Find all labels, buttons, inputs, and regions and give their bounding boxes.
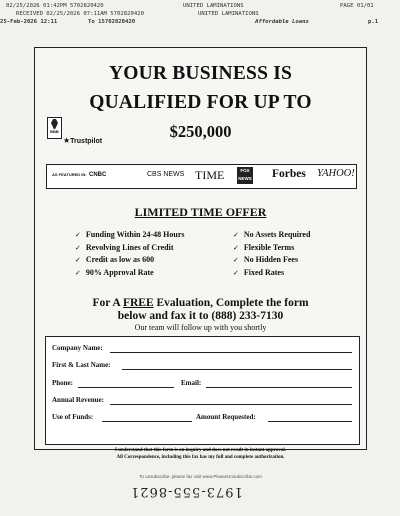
logo-time: TIME [195, 168, 225, 182]
logo-yahoo: YAHOO! [317, 168, 355, 179]
company-label: Company Name: [52, 344, 103, 352]
benefit-item: ✓ Revolving Lines of Credit [75, 242, 185, 255]
fax-header-line-3 [0, 19, 400, 27]
bbb-logo [47, 117, 62, 139]
funding-amount: $250,000 [169, 122, 232, 141]
name-label: First & Last Name: [52, 361, 111, 369]
disclaimer-line-1: I understand that this form is an inquiry and does not result in instant approval. [114, 448, 287, 453]
cta-line-1 [35, 297, 366, 309]
amount-requested-field[interactable] [268, 421, 352, 422]
fax-sender: Affordable Loans [255, 19, 309, 25]
benefit-item: ✓ No Hidden Fees [233, 254, 310, 267]
use-of-funds-label: Use of Funds: [52, 413, 94, 421]
trustpilot-label: Trustpilot [70, 138, 103, 145]
benefits-right-list [233, 229, 310, 279]
phone-field[interactable] [78, 387, 174, 388]
amount-requested-label: Amount Requested: [196, 413, 256, 421]
benefit-item: ✓ 90% Approval Rate [75, 267, 185, 280]
headline-line-2: QUALIFIED FOR UP TO [89, 92, 312, 113]
cta-post: Evaluation, Complete the form [153, 297, 309, 309]
benefit-item: ✓ Flexible Terms [233, 242, 310, 255]
company-field[interactable] [110, 352, 352, 353]
star-icon: ★ [63, 136, 71, 145]
benefit-item: ✓ No Assets Required [233, 229, 310, 242]
logo-fox-news: FOX NEWS [237, 167, 253, 184]
fax-company: UNITED LAMINATIONS [183, 3, 244, 9]
fax-page: PAGE 01/01 [340, 3, 374, 9]
inquiry-form [45, 336, 360, 445]
fax-datetime: 02/25/2026 01:42PM 5702820420 [6, 3, 104, 9]
logo-forbes: Forbes [272, 168, 306, 180]
fax-received: RECEIVED 02/25/2026 07:11AM 5702820420 [16, 11, 144, 17]
cta-free: FREE [122, 297, 154, 309]
phone-label: Phone: [52, 379, 73, 387]
media-logo-strip [46, 164, 357, 189]
email-label: Email: [181, 379, 202, 387]
trustpilot-logo [63, 136, 102, 145]
bbb-label: BBB [50, 129, 59, 134]
fax-page-3: p.1 [368, 19, 379, 25]
benefit-item: ✓ Credit as low as 600 [75, 254, 185, 267]
follow-up-text: Our team will follow up with you shortly [134, 323, 267, 332]
revenue-field[interactable] [110, 404, 352, 405]
cta-pre: For A [92, 297, 123, 309]
bbb-torch-icon [51, 119, 58, 129]
logo-featured-in: AS FEATURED IN: [52, 172, 87, 177]
benefit-item: ✓ Fixed Rates [233, 267, 310, 280]
logo-cnbc: CNBC [89, 172, 107, 178]
offer-title: LIMITED TIME OFFER [134, 205, 267, 219]
fax-company-2: UNITED LAMINATIONS [198, 11, 259, 17]
headline-line-1: YOUR BUSINESS IS [108, 63, 293, 84]
logo-cbs-news: CBS NEWS [147, 171, 185, 178]
fax-datetime-3: 25-Feb-2026 12:11 [0, 19, 58, 25]
unsubscribe-text: To unsubscribe, please fax visit www.PleaseUnsubscribe.com [139, 474, 262, 479]
benefits-left-list [75, 229, 185, 279]
disclaimer-line-2: All Correspondence, including this fax has my full and complete authorization. [116, 455, 285, 460]
fax-header-line-2 [0, 11, 400, 19]
revenue-label: Annual Revenue: [52, 396, 104, 404]
cta-line-2: below and fax it to (888) 233-7130 [117, 310, 284, 322]
use-of-funds-field[interactable] [102, 421, 192, 422]
name-field[interactable] [122, 369, 352, 370]
handwritten-phone-number: 1973-555-8621 [130, 484, 243, 499]
flyer [34, 47, 367, 479]
benefit-item: ✓ Funding Within 24-48 Hours [75, 229, 185, 242]
email-field[interactable] [206, 387, 352, 388]
fax-to: To 15702820420 [88, 19, 136, 25]
fax-header-line-1 [0, 3, 400, 11]
